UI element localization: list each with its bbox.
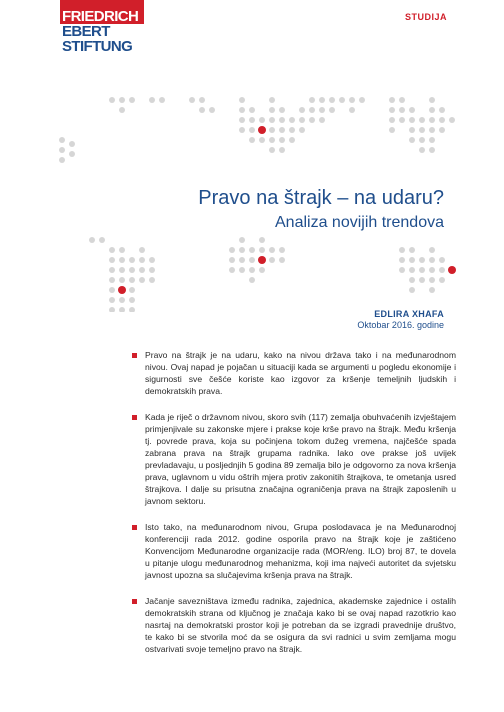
map-dot: [429, 257, 435, 263]
map-dot: [89, 237, 95, 243]
map-dot: [109, 97, 115, 103]
map-dot: [429, 97, 435, 103]
map-dot: [279, 107, 285, 113]
map-dot: [339, 97, 345, 103]
map-dot: [399, 257, 405, 263]
map-dot: [429, 277, 435, 283]
map-dot: [159, 97, 165, 103]
map-dot: [409, 247, 415, 253]
map-dot: [399, 267, 405, 273]
map-dot: [119, 107, 125, 113]
logo-line-2: EBERT: [62, 23, 110, 40]
map-dot: [259, 267, 265, 273]
map-dot: [439, 257, 445, 263]
map-dot: [409, 107, 415, 113]
map-dot: [129, 97, 135, 103]
map-dot: [389, 127, 395, 133]
map-dot: [269, 127, 275, 133]
map-dot: [389, 107, 395, 113]
page-subtitle: Analiza novijih trendova: [275, 214, 444, 231]
bullet-text: Pravo na štrajk je na udaru, kako na nivou država tako i na međunarodnom nivou. Ovaj napad je pojačan u situaciji kada se argumenti u pogledu ekonomije i sigurnosti sve češće koriste kao izgovor za kršenje temeljnih ljudskih i demokratskih prava.: [145, 350, 456, 396]
map-dot: [109, 307, 115, 312]
map-dot: [249, 137, 255, 143]
map-highlight-dot: [448, 266, 456, 274]
map-dot: [239, 107, 245, 113]
map-dot: [279, 117, 285, 123]
map-dot: [429, 147, 435, 153]
map-dot: [239, 237, 245, 243]
map-dot: [249, 107, 255, 113]
map-dot: [149, 97, 155, 103]
map-dot: [349, 97, 355, 103]
map-dot: [409, 117, 415, 123]
map-dot: [429, 267, 435, 273]
red-square-bullet-icon: [132, 353, 137, 358]
fes-logo: [60, 0, 144, 72]
map-dot: [229, 247, 235, 253]
map-dot: [199, 107, 205, 113]
map-dot: [299, 127, 305, 133]
logo-line-1: FRIEDRICH: [62, 8, 139, 25]
map-dot: [129, 307, 135, 312]
map-dot: [429, 107, 435, 113]
map-dot: [329, 97, 335, 103]
document-type-label: STUDIJA: [404, 12, 447, 22]
bullet-text: Isto tako, na međunarodnom nivou, Grupa poslodavaca je na Međunarodnoj konferenciji rada 2012. godine osporila pravo na štrajk koje je zaštićeno Konvencijom Međunarodne organizacije rada (MOR/eng. ILO) broj 87, te dovela u pitanje ulogu međunarodnog mehanizma, koji ima najveći autoritet da svjetsku javnost upozna sa slučajevima kršenja prava na štrajk.: [145, 522, 456, 580]
map-dot: [429, 127, 435, 133]
map-dot: [439, 277, 445, 283]
map-dot: [109, 247, 115, 253]
map-dot: [449, 117, 455, 123]
map-dot: [259, 137, 265, 143]
map-dot: [269, 107, 275, 113]
publication-date: Oktobar 2016. godine: [357, 320, 444, 330]
map-dot: [109, 267, 115, 273]
map-dot: [269, 97, 275, 103]
map-dot: [399, 117, 405, 123]
map-dot: [359, 97, 365, 103]
logo-line-3: STIFTUNG: [62, 38, 133, 55]
map-dot: [59, 147, 65, 153]
map-dot: [399, 107, 405, 113]
map-dot: [289, 117, 295, 123]
bullet-text: Jačanje savezništava između radnika, zajednica, akademske zajednice i ostalih demokratskih strana od ključnog je značaja kako bi se ovaj napad razotkrio kao nasrtaj na demokratski prostor koji je potreban da se izgradi pravednije društvo, te kako bi se stvorila moć da se osigura da svi radnici u svim zemljama mogu ostvarivati svoje temeljno pravo na štrajk.: [145, 596, 456, 654]
map-dot: [419, 147, 425, 153]
map-dot: [109, 277, 115, 283]
map-dot: [249, 277, 255, 283]
map-dot: [239, 117, 245, 123]
map-dot: [119, 247, 125, 253]
map-dot: [289, 137, 295, 143]
map-dot: [279, 127, 285, 133]
map-dot: [289, 127, 295, 133]
map-dot: [419, 277, 425, 283]
map-dot: [279, 257, 285, 263]
map-dot: [119, 307, 125, 312]
map-dot: [419, 267, 425, 273]
map-dot: [69, 141, 75, 147]
map-dot: [409, 127, 415, 133]
map-dot: [349, 107, 355, 113]
map-dot: [419, 117, 425, 123]
map-dot: [279, 247, 285, 253]
map-dot: [309, 117, 315, 123]
map-dot: [269, 117, 275, 123]
map-dot: [389, 117, 395, 123]
map-dot: [429, 287, 435, 293]
map-dot: [239, 247, 245, 253]
map-dot: [119, 277, 125, 283]
map-dot: [119, 97, 125, 103]
map-dot: [239, 97, 245, 103]
map-dot: [189, 97, 195, 103]
map-dot: [429, 247, 435, 253]
page-title: Pravo na štrajk – na udaru?: [198, 187, 444, 209]
map-dot: [439, 267, 445, 273]
map-highlight-dot: [118, 286, 126, 294]
author-name: EDLIRA XHAFA: [374, 309, 444, 319]
map-dot: [319, 107, 325, 113]
map-dot: [249, 117, 255, 123]
map-dot: [429, 137, 435, 143]
map-dot: [399, 97, 405, 103]
bullet-text: Kada je riječ o državnom nivou, skoro svih (117) zemalja obuhvaćenih izvještajem primjenjivale su zakonske mjere i prakse koje krše pravo na štrajk. Među kršenja tj. povrede prava, koja su počinjena tokom dužeg vremena, najčešće spada zabrana prava na štrajk grupama radnika. Iako ove prakse još uvijek prevladavaju, u posljednjih 5 godina 89 zemalja bilo je odgovorno za nova kršenja prava, uglavnom u vidu oštrih mjera protiv zakonitih štrajkova, te ometanja usred štrajkova. I dalje su prisutna značajna ograničenja prava na štrajk zaposlenih u javnom sektoru.: [145, 412, 457, 506]
map-dot: [279, 147, 285, 153]
list-item: [124, 349, 456, 397]
map-dot: [109, 287, 115, 293]
map-dot: [409, 287, 415, 293]
map-highlight-dot: [258, 256, 266, 264]
map-dot: [269, 247, 275, 253]
red-square-bullet-icon: [132, 415, 137, 420]
map-dot: [419, 257, 425, 263]
map-dot: [429, 117, 435, 123]
map-dot: [129, 257, 135, 263]
map-dot: [299, 107, 305, 113]
map-dot: [389, 97, 395, 103]
map-dot: [109, 257, 115, 263]
map-dot: [249, 267, 255, 273]
map-dot: [119, 297, 125, 303]
map-dot: [129, 267, 135, 273]
map-dot: [259, 117, 265, 123]
map-dot: [199, 97, 205, 103]
map-dot: [119, 257, 125, 263]
map-dot: [249, 247, 255, 253]
map-dot: [439, 107, 445, 113]
map-dot: [239, 127, 245, 133]
map-dot: [269, 137, 275, 143]
list-item: [124, 411, 456, 507]
map-dot: [319, 97, 325, 103]
map-dot: [269, 147, 275, 153]
map-dot: [299, 117, 305, 123]
map-dot: [59, 157, 65, 163]
map-dot: [269, 257, 275, 263]
map-dot: [399, 247, 405, 253]
map-dot: [409, 277, 415, 283]
map-dot: [309, 107, 315, 113]
map-dot: [99, 237, 105, 243]
red-square-bullet-icon: [132, 525, 137, 530]
map-dot: [129, 277, 135, 283]
map-dot: [229, 267, 235, 273]
map-dot: [439, 127, 445, 133]
map-dot: [109, 297, 115, 303]
list-item: [124, 595, 456, 655]
map-dot: [139, 267, 145, 273]
summary-bullet-list: [124, 349, 456, 669]
map-dot: [69, 151, 75, 157]
map-dot: [259, 247, 265, 253]
map-dot: [129, 297, 135, 303]
map-dot: [129, 287, 135, 293]
map-dot: [409, 267, 415, 273]
map-dot: [59, 137, 65, 143]
map-dot: [419, 127, 425, 133]
map-dot: [139, 277, 145, 283]
map-dot: [309, 97, 315, 103]
map-dot: [249, 127, 255, 133]
map-dot: [319, 117, 325, 123]
map-dot: [439, 117, 445, 123]
map-dot: [249, 257, 255, 263]
map-dot: [149, 277, 155, 283]
map-dot: [419, 137, 425, 143]
map-dot: [239, 267, 245, 273]
map-highlight-dot: [258, 126, 266, 134]
map-dot: [149, 257, 155, 263]
map-dot: [329, 107, 335, 113]
map-dot: [149, 267, 155, 273]
map-dot: [119, 267, 125, 273]
list-item: [124, 521, 456, 581]
map-dot: [279, 137, 285, 143]
red-square-bullet-icon: [132, 599, 137, 604]
map-dot: [239, 257, 245, 263]
map-dot: [139, 257, 145, 263]
map-dot: [139, 247, 145, 253]
map-dot: [209, 107, 215, 113]
map-dot: [409, 257, 415, 263]
map-dot: [259, 237, 265, 243]
map-dot: [409, 137, 415, 143]
map-dot: [229, 257, 235, 263]
